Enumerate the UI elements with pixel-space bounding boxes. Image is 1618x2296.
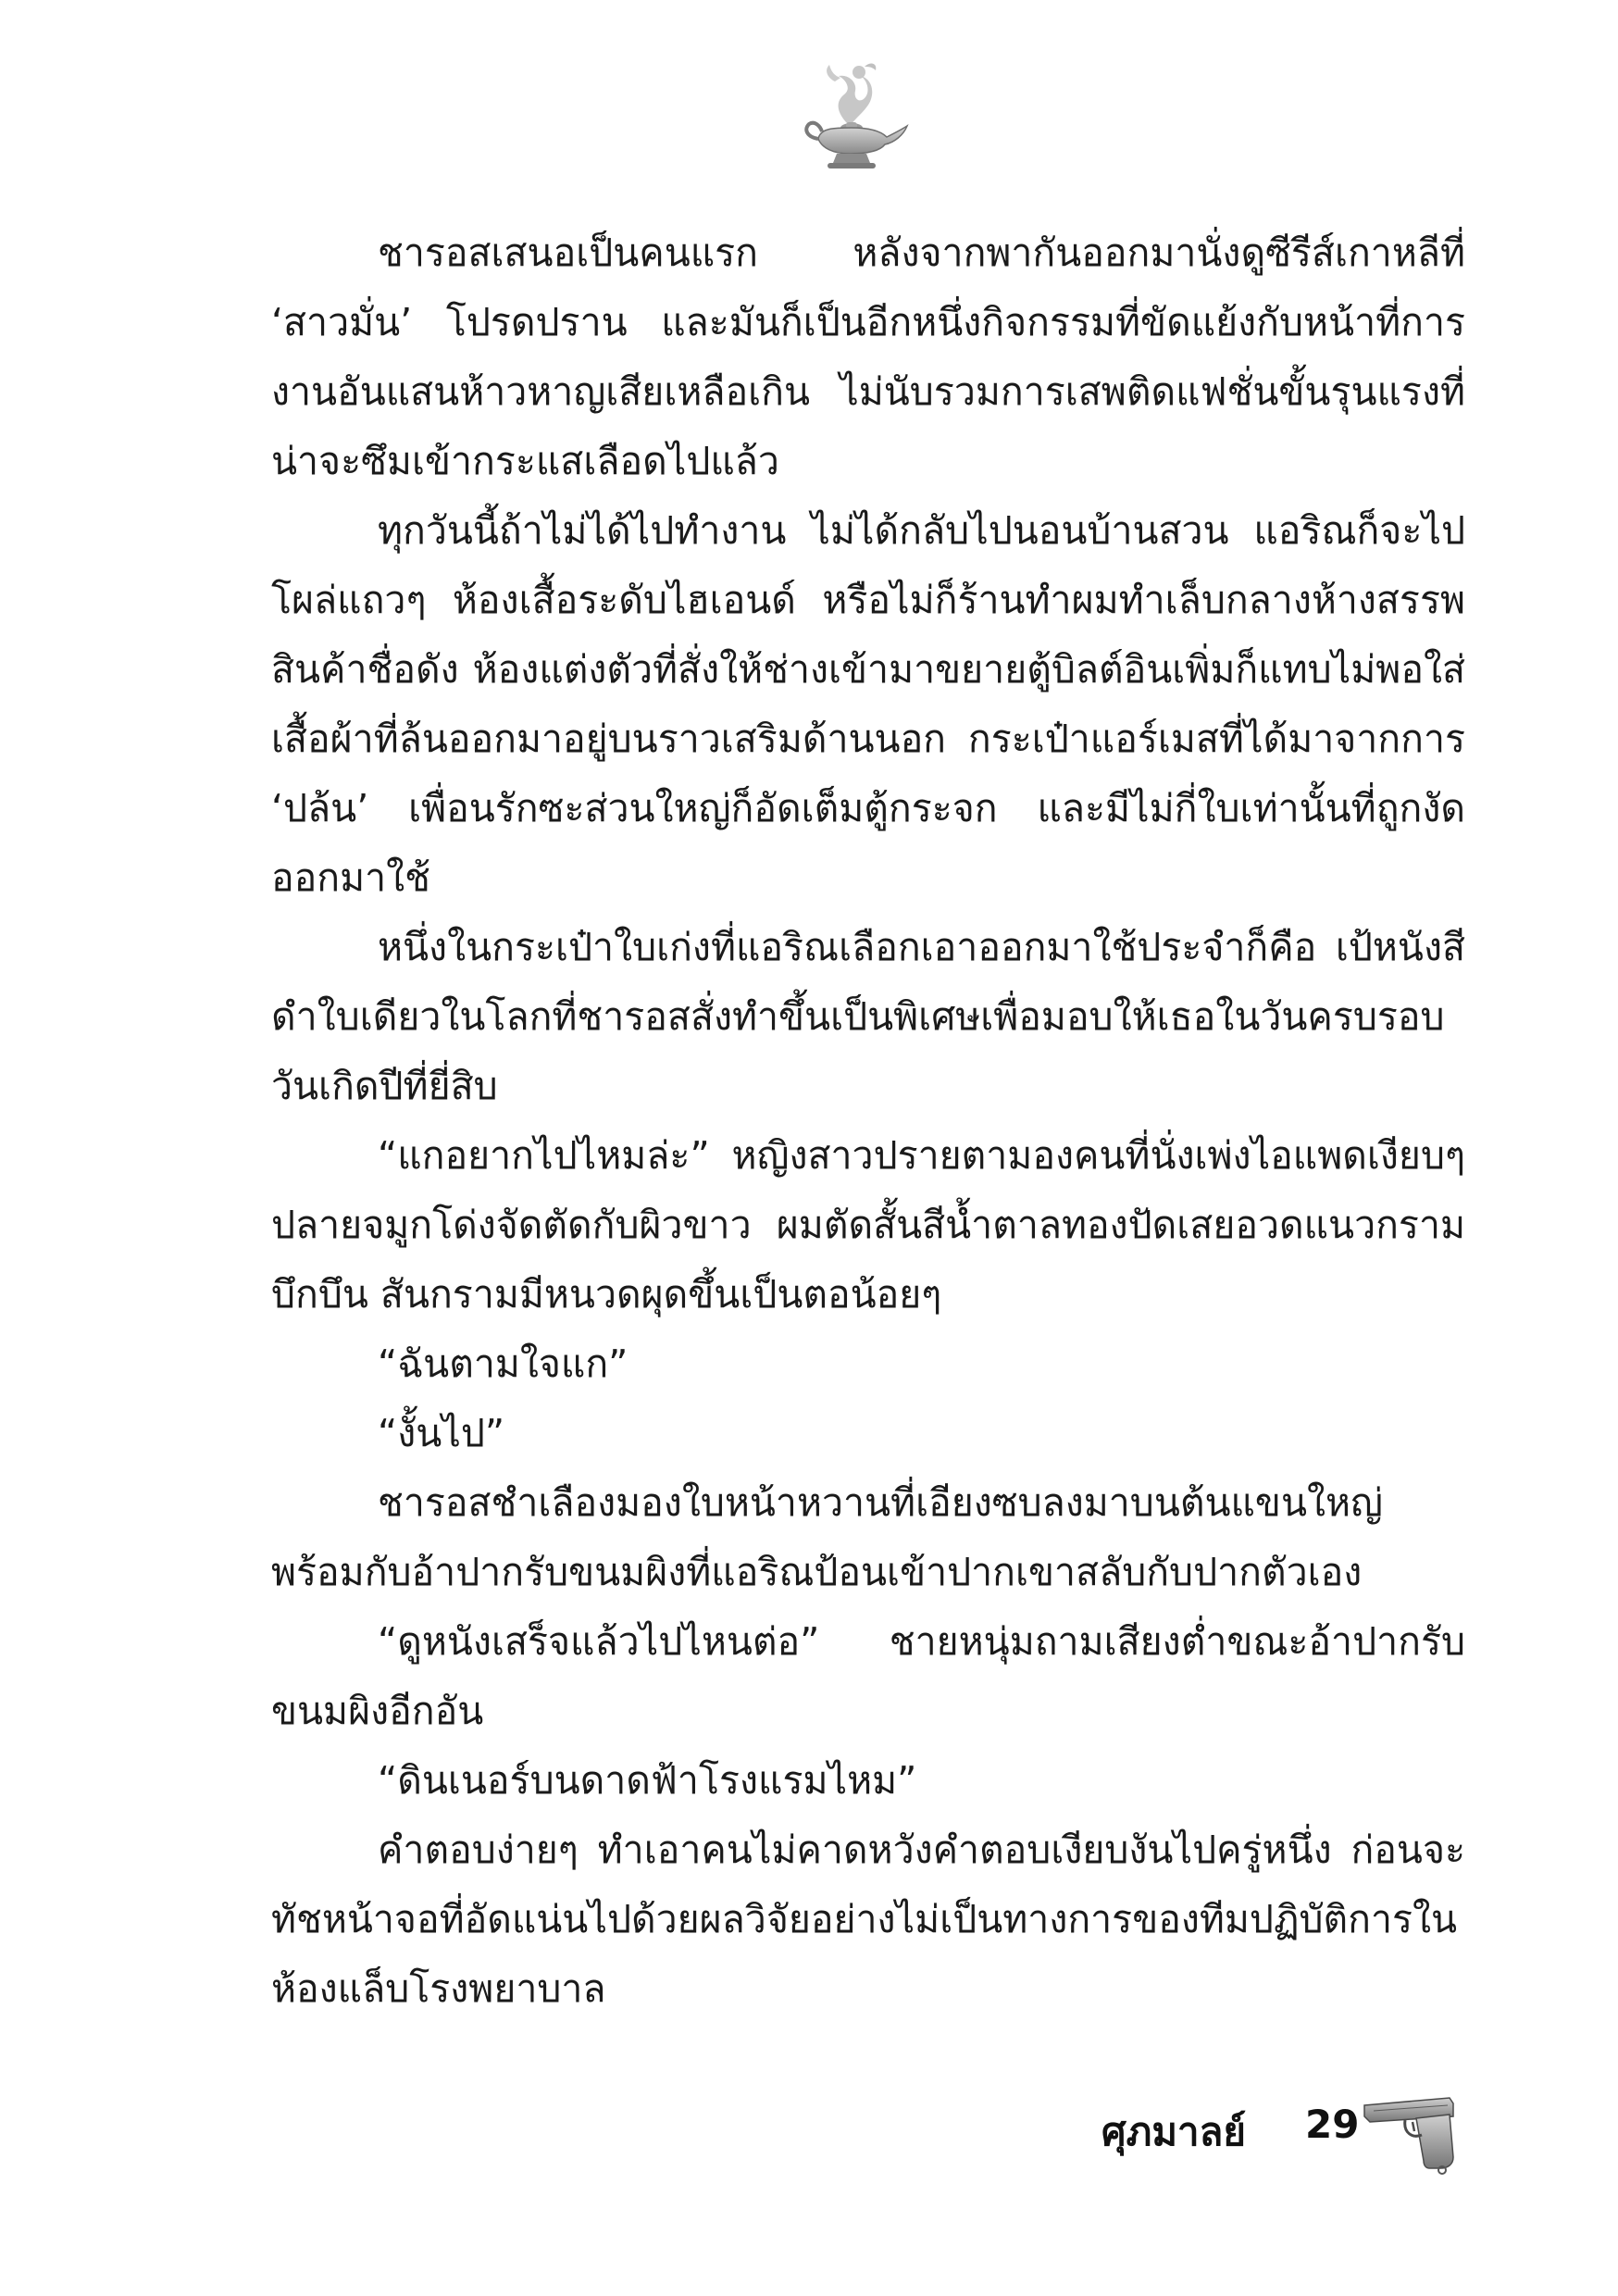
paragraph: “ฉันตามใจแก” [378, 1341, 629, 1386]
body-text [271, 218, 1465, 2024]
paragraph: “งั้นไป” [378, 1411, 505, 1455]
paragraph: ชารอสชำเลืองมองใบหน้าหวานที่เอียงซบลงมาบนต้นแขนใหญ่ พร้อมกับอ้าปากรับขนมผิงที่แอริณป้อนเข้าปากเขาสลับกับปากตัวเอง [271, 1480, 1383, 1594]
paragraph: ทุกวันนี้ถ้าไม่ได้ไปทำงาน ไม่ได้กลับไปนอนบ้านสวน แอริณก็จะไปโผล่แถวๆ ห้องเสื้อระดับไฮเอนด์ หรือไม่ก็ร้านทำผมทำเล็บกลางห้างสรรพสินค้าชื่อดัง ห้องแต่งตัวที่สั่งให้ช่างเข้ามาขยายตู้บิลต์อินเพิ่มก็แทบไม่พอใส่เสื้อผ้าที่ล้นออกมาอยู่บนราวเสริมด้านนอก กระเป๋าแอร์เมสที่ได้มาจากการ ‘ปล้น’ เพื่อนรักซะส่วนใหญ่ก็อัดเต็มตู้กระจก และมีไม่กี่ใบเท่านั้นที่ถูกงัดออกมาใช้ [271, 508, 1465, 900]
page-footer [1074, 2081, 1462, 2192]
paragraph: “ดูหนังเสร็จแล้วไปไหนต่อ” ชายหนุ่มถามเสียงต่ำขณะอ้าปากรับขนมผิงอีกอัน [271, 1619, 1465, 1733]
genie-lamp-icon [790, 54, 911, 174]
paragraph: “ดินเนอร์บนดาดฟ้าโรงแรมไหม” [378, 1758, 917, 1803]
paragraph: “แกอยากไปไหมล่ะ” หญิงสาวปรายตามองคนที่นั่งเพ่งไอแพดเงียบๆ ปลายจมูกโด่งจัดตัดกับผิวขาว ผมตัดสั้นสีน้ำตาลทองปัดเสยอวดแนวกรามบึกบึน สันกรามมีหนวดผุดขึ้นเป็นตอน้อยๆ [271, 1133, 1465, 1316]
paragraph: คำตอบง่ายๆ ทำเอาคนไม่คาดหวังคำตอบเงียบงันไปครู่หนึ่ง ก่อนจะทัชหน้าจอที่อัดแน่นไปด้วยผลวิจัยอย่างไม่เป็นทางการของทีมปฏิบัติการในห้องแล็บโรงพยาบาล [271, 1828, 1465, 2011]
pistol-icon [1361, 2085, 1462, 2177]
author-name: ศุภมาลย์ [1101, 2109, 1246, 2154]
paragraph: ชารอสเสนอเป็นคนแรก หลังจากพากันออกมานั่งดูซีรีส์เกาหลีที่ ‘สาวมั่น’ โปรดปราน และมันก็เป็นอีกหนึ่งกิจกรรมที่ขัดแย้งกับหน้าที่การงานอันแสนห้าวหาญเสียเหลือเกิน ไม่นับรวมการเสพติดแฟชั่นขั้นรุนแรงที่น่าจะซึมเข้ากระแสเลือดไปแล้ว [271, 231, 1465, 483]
page-number: 29 [1305, 2102, 1360, 2147]
paragraph: หนึ่งในกระเป๋าใบเก่งที่แอริณเลือกเอาออกมาใช้ประจำก็คือ เป้หนังสีดำใบเดียวในโลกที่ชารอสสั่งทำขึ้นเป็นพิเศษเพื่อมอบให้เธอในวันครบรอบวันเกิดปีที่ยี่สิบ [271, 925, 1465, 1108]
